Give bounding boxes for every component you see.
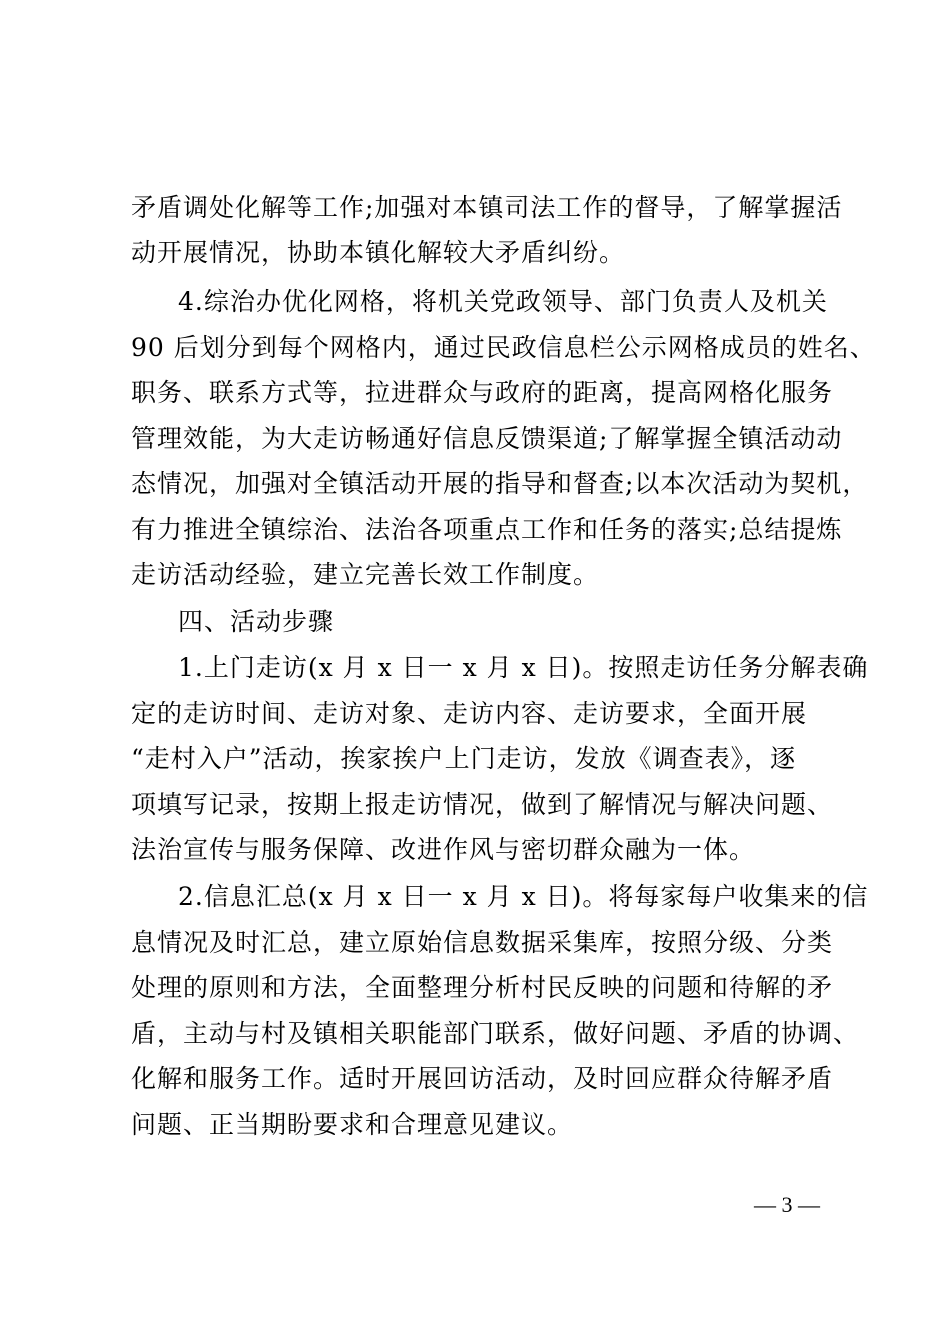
text-line: 4.综治办优化网格，将机关党政领导、部门负责人及机关 <box>178 287 828 316</box>
page-number: — 3 — <box>754 1192 820 1217</box>
text-line: 处理的原则和方法，全面整理分析村民反映的问题和待解的矛 <box>131 973 834 1002</box>
text-line: 有力推进全镇综治、法治各项重点工作和任务的落实;总结提炼 <box>131 515 843 544</box>
text-line: 盾，主动与村及镇相关职能部门联系，做好问题、矛盾的协调、 <box>131 1019 860 1048</box>
text-line: 2.信息汇总(x 月 x 日一 x 月 x 日)。将每家每户收集来的信 <box>178 882 869 911</box>
text-line: 态情况，加强对全镇活动开展的指导和督查;以本次活动为契机， <box>131 469 869 498</box>
text-line: 项填写记录，按期上报走访情况，做到了解情况与解决问题、 <box>131 790 834 819</box>
text-line: 矛盾调处化解等工作;加强对本镇司法工作的督导，了解掌握活 <box>131 193 843 222</box>
text-line: 1.上门走访(x 月 x 日一 x 月 x 日)。按照走访任务分解表确 <box>178 653 869 682</box>
text-line: 职务、联系方式等，拉进群众与政府的距离，提高网格化服务 <box>131 378 834 407</box>
section-heading: 四、活动步骤 <box>178 607 335 636</box>
text-line: 法治宣传与服务保障、改进作风与密切群众融为一体。 <box>131 835 756 864</box>
text-line: 定的走访时间、走访对象、走访内容、走访要求，全面开展 <box>131 699 808 728</box>
text-line: 管理效能，为大走访畅通好信息反馈渠道;了解掌握全镇活动动 <box>131 424 843 453</box>
text-line: 问题、正当期盼要求和合理意见建议。 <box>131 1110 574 1139</box>
text-line: “走村入户”活动，挨家挨户上门走访，发放《调查表》，逐 <box>131 744 797 773</box>
text-line: 动开展情况，协助本镇化解较大矛盾纠纷。 <box>131 238 626 267</box>
text-line: 息情况及时汇总，建立原始信息数据采集库，按照分级、分类 <box>131 928 834 957</box>
text-line: 化解和服务工作。适时开展回访活动，及时回应群众待解矛盾 <box>131 1064 834 1093</box>
text-line: 走访活动经验，建立完善长效工作制度。 <box>131 560 600 589</box>
text-line: 90 后划分到每个网格内，通过民政信息栏公示网格成员的姓名、 <box>131 333 876 362</box>
